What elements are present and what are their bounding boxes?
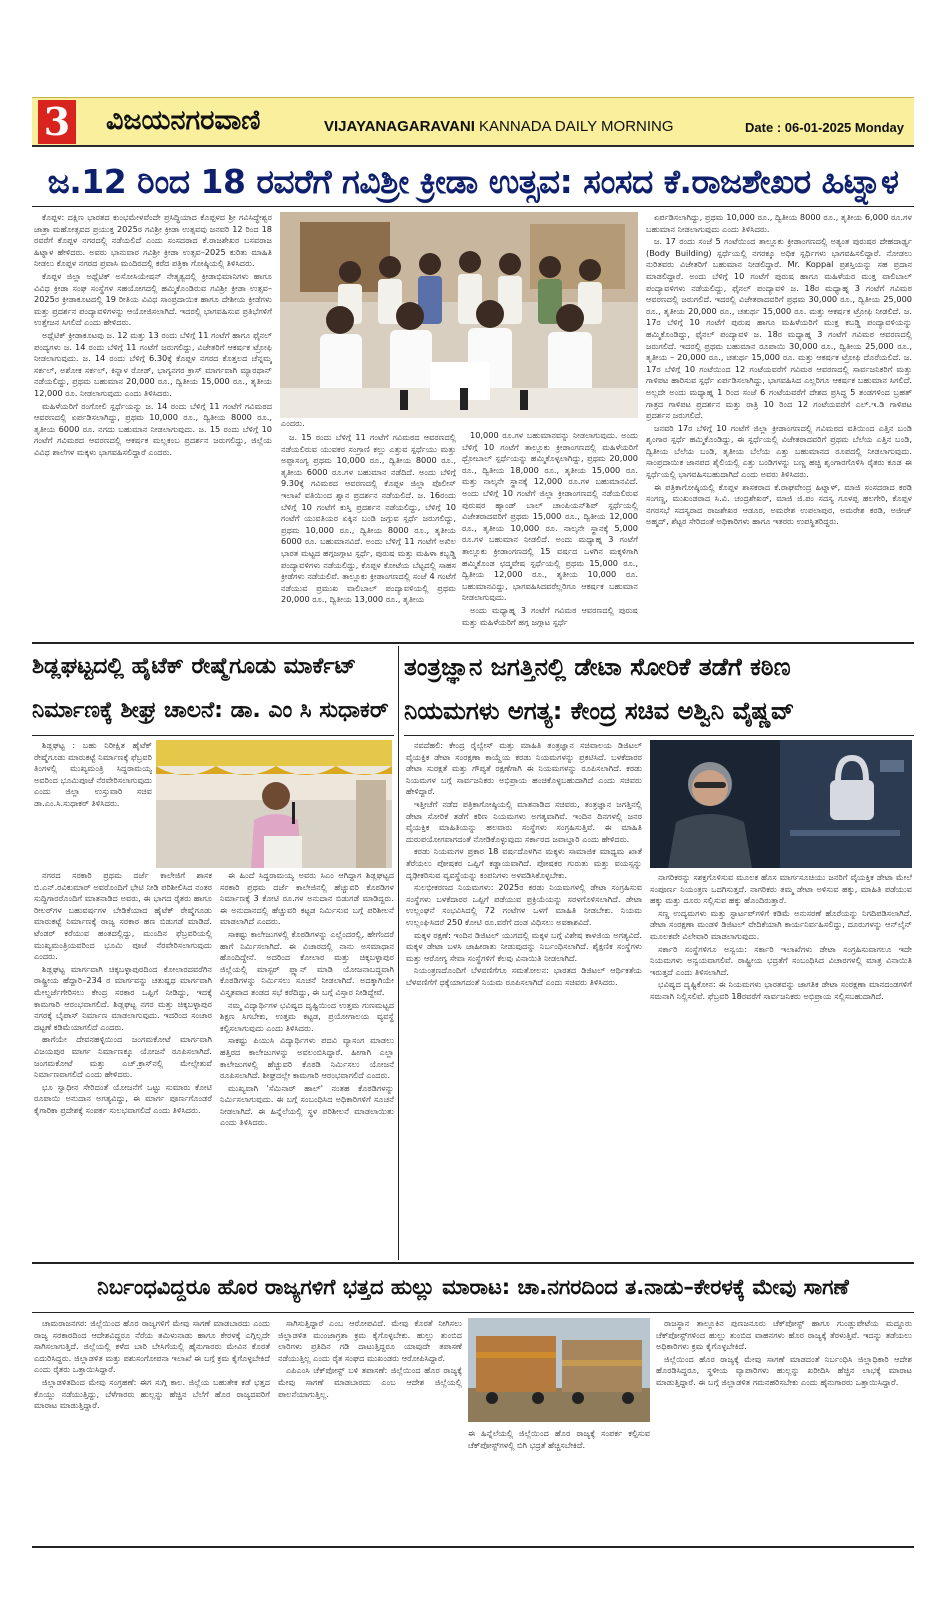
page-number: 3 (38, 100, 76, 144)
paragraph: ಸಾಕಷ್ಟು ಕಾಲೇಜುಗಳಲ್ಲಿ ಕೊಠಡಿಗಳನ್ನು ಎಲ್ಲೆಂದರಲ್ಲಿ, ಹೇಗೆಂದರೆ ಹಾಗೆ ನಿರ್ಮಿಸಲಾಗಿದೆ. ಈ ವಿಚಾರದಲ್ಲಿ ನಾನು ಅಸಮಾಧಾನ ಹೊಂದಿದ್ದೇನೆ. ಅದರಿಂದ ಕೋಲಾರ ಮತ್ತು ಚಿಕ್ಕಬಳ್ಳಾಪುರ ಜಿಲ್ಲೆಯಲ್ಲಿ ಮಾಸ್ಟರ್ ಪ್ಲ್ಯಾನ್ ಮಾಡಿ ಯೋಜನಾಬದ್ಧವಾಗಿ ಕೊಠಡಿಗಳನ್ನು ನಿರ್ಮಿಸಲು ಸೂಚನೆ ನೀಡಲಾಗಿದೆ. ಅದಕ್ಕಾಗಿಯೇ ವಿಸ್ತೃತವಾದ ತಂಡದ ಸಭೆ ಕರೆದಿದ್ದು, ಈ ಬಗ್ಗೆ ವಿಸ್ತಾರ ನೀಡಿದ್ದೇವೆ. (220, 928, 394, 997)
story1-column-4 (646, 212, 912, 640)
hay-trucks-photo (468, 1318, 650, 1422)
paragraph: ಭೂ ಸ್ವಾಧೀನ ಸೇರಿದಂತೆ ಯೋಜನೆಗೆ ಒಟ್ಟು ಸುಮಾರು ಕೋಟಿ ರೂಪಾಯಿ ಅನುದಾನ ಅಗತ್ಯವಿದ್ದು, ಈ ಮಾರ್ಗ ಪೂರ್ಣಗೊಂಡರೆ ಕೈಗಾರಿಕಾ ಪ್ರದೇಶಕ್ಕೆ ಸಂಪರ್ಕ ಸುಲಭವಾಗಲಿದೆ ಎಂದು ತಿಳಿಸಿದರು. (34, 1081, 212, 1115)
paragraph: ಅಂದು ಮಧ್ಯಾಹ್ನ 3 ಗಂಟೆಗೆ ಗವಿಮಠ ಆವರಣದಲ್ಲಿ ಪುರುಷ ಮತ್ತು ಮಹಿಳೆಯರಿಗೆ ಹಗ್ಗ ಜಗ್ಗಾಟ ಸ್ಪರ್ಧೆ (462, 604, 638, 627)
paragraph: ಅಥ್ಲೆಟಿಕ್ ಕ್ರೀಡಾಕೂಟವು ಜ. 12 ಮತ್ತು 13 ರಂದು ಬೆಳಿಗ್ಗೆ 11 ಗಂಟೆಗೆ ಹಾಗೂ ಫೈನಲ್ ಪಂದ್ಯಗಳು ಜ. 14 ರಂದು ಬೆಳಿಗ್ಗೆ 11 ಗಂಟೆಗೆ ಜರುಗಲಿದ್ದು, ವಿಜೇತರಿಗೆ ಆಕರ್ಷಕ ಟ್ರೋಫಿ ನೀಡಲಾಗುವುದು. ಜ. 14 ರಂದು ಬೆಳಿಗ್ಗೆ 6.30ಕ್ಕೆ ಕೊಪ್ಪಳ ನಗರದ ಕೊತ್ತಲದ ಚೆನ್ನಮ್ಮ ಸರ್ಕಲ್, ಅಶೋಕ ಸರ್ಕಲ್, ಕಿನ್ನಾಳ ರೋಡ್, ಭಾಗ್ಯನಗರ ಕ್ರಾಸ್ ಮಾರ್ಗವಾಗಿ ಮ್ಯಾರಥಾನ್ ನಡೆಯಲಿದ್ದು, ಪ್ರಥಮ ಬಹುಮಾನ 20,000 ರೂ., ದ್ವಿತೀಯ 15,000 ರೂ., ತೃತೀಯ 12,000 ರೂ. ನೀಡಲಾಗುವುದು ಎಂದು ತಿಳಿಸಿದರು. (34, 329, 272, 398)
data-security-photo (650, 740, 912, 868)
story4-headline: ನಿರ್ಬಂಧವಿದ್ದರೂ ಹೊರ ರಾಜ್ಯಗಳಿಗೆ ಭತ್ತದ ಹುಲ್ಲು ಮಾರಾಟ: ಚಾ.ನಗರದಿಂದ ತ.ನಾಡು–ಕೇರಳಕ್ಕೆ ಮೇವು ಸಾಗಣೆ (97, 1275, 849, 1299)
paragraph: ಇತ್ತೀಚೆಗೆ ನಡೆದ ಪತ್ರಿಕಾಗೋಷ್ಠಿಯಲ್ಲಿ ಮಾತನಾಡಿದ ಸಚಿವರು, ತಂತ್ರಜ್ಞಾನ ಜಗತ್ತಿನಲ್ಲಿ ಡೇಟಾ ಸೋರಿಕೆ ತಡೆಗೆ ಕಠಿಣ ನಿಯಮಗಳು ಅಗತ್ಯವಾಗಿವೆ. ಇಂದಿನ ದಿನಗಳಲ್ಲಿ ಜನರ ವೈಯಕ್ತಿಕ ಮಾಹಿತಿಯನ್ನು ಹಲವಾರು ಸಂಸ್ಥೆಗಳು ಸಂಗ್ರಹಿಸುತ್ತಿವೆ. ಈ ಮಾಹಿತಿ ದುರುಪಯೋಗವಾಗದಂತೆ ನೋಡಿಕೊಳ್ಳುವುದು ಸರ್ಕಾರದ ಜವಾಬ್ದಾರಿ ಎಂದು ಹೇಳಿದರು. (406, 798, 642, 844)
paragraph: ಶಿಡ್ಲಘಟ್ಟ : ಬಹು ನಿರೀಕ್ಷಿತ ಹೈಟೆಕ್ ರೇಷ್ಮೆಗೂಡು ಮಾರುಕಟ್ಟೆ ನಿರ್ಮಾಣಕ್ಕೆ ಫೆಬ್ರವರಿ ತಿಂಗಳಲ್ಲಿ ಮುಖ್ಯಮಂತ್ರಿ ಸಿದ್ದರಾಮಯ್ಯ ಅವರಿಂದ ಭೂಮಿಪೂಜೆ ನೆರವೇರಿಸಲಾಗುವುದು ಎಂದು ಜಿಲ್ಲಾ ಉಸ್ತುವಾರಿ ಸಚಿವ ಡಾ.ಎಂ.ಸಿ.ಸುಧಾಕರ್ ತಿಳಿಸಿದರು. (34, 740, 152, 808)
story3-column-2 (650, 872, 912, 1260)
story3-headline-line2: ನಿಯಮಗಳು ಅಗತ್ಯ: ಕೇಂದ್ರ ಸಚಿವ ಅಶ್ವಿನಿ ವೈಷ್ಣವ್ (404, 697, 795, 725)
paragraph: ರಾಜಸ್ಥಾನ ತಾಲ್ಲೂಕಿನ ಪುಣಜನೂರು ಚೆಕ್‌ಪೋಸ್ಟ್ ಹಾಗೂ ಗುಂಡ್ಲುಪೇಟೆಯ ಮದ್ದೂರು ಚೆಕ್‌ಪೋಸ್ಟ್‌ಗಳಿಂದ ಹುಲ್ಲು ತುಂಬಿದ ವಾಹನಗಳು ಹೊರ ರಾಜ್ಯಕ್ಕೆ ತೆರಳುತ್ತಿವೆ. ಇದನ್ನು ತಡೆಯಲು ಅಧಿಕಾರಿಗಳು ಕ್ರಮ ಕೈಗೊಳ್ಳಬೇಕಿದೆ. (656, 1318, 912, 1352)
masthead (32, 97, 914, 147)
paragraph: ಈ ಪತ್ರಿಕಾಗೋಷ್ಠಿಯಲ್ಲಿ ಕೊಪ್ಪಳ ಶಾಸಕರಾದ ಕೆ.ರಾಘವೇಂದ್ರ ಹಿಟ್ನಾಳ್, ಮಾಜಿ ಸಂಸದರಾದ ಕರಡಿ ಸಂಗಣ್ಣ, ಮುಖಂಡರಾದ ಸಿ.ವಿ. ಚಂದ್ರಶೇಖರ್, ಮಾಜಿ ಜಿ.ಪಂ ಸದಸ್ಯ ಗೂಳಪ್ಪ ಹಲಗೇರಿ, ಕೊಪ್ಪಳ ನಗರಸಭೆ ಸದಸ್ಯರಾದ ರಾಜಶೇಖರ ಆಡೂರ, ಅಮರೇಶ ಉಪಲಾಪುರ, ಅಮರೇಶ ಕರಡಿ, ಅಜೀಜ್ ಅಹ್ಮದ್, ಶೆಟ್ಟರ ಸೇರಿದಂತೆ ಅಧಿಕಾರಿಗಳು ಹಾಗೂ ಇತರರು ಉಪಸ್ಥಿತರಿದ್ದರು. (646, 481, 912, 527)
photo-caption: ಈ ಹಿನ್ನೆಲೆಯಲ್ಲಿ ಜಿಲ್ಲೆಯಿಂದ ಹೊರ ರಾಜ್ಯಕ್ಕೆ ಸಂಪರ್ಕ ಕಲ್ಪಿಸುವ ಚೆಕ್‌ಪೋಸ್ಟ್‌ಗಳಲ್ಲಿ ಬಿಗಿ ಭದ್ರತೆ ಹೆಚ್ಚಿಸಬೇಕಿದೆ. (468, 1428, 650, 1450)
paragraph: ಜ. 17 ರಂದು ಸಂಜೆ 5 ಗಂಟೆಯಿಂದ ತಾಲ್ಲೂಕು ಕ್ರೀಡಾಂಗಣದಲ್ಲಿ ಅತ್ಯಂತ ಪುರುಷರ ದೇಹದಾರ್ಢ್ಯ (Body Building) ಸ್ಪರ್ಧೆಯಲ್ಲಿ ನಗರಕ್ಕೂ ಅಧಿಕ ಸ್ಪರ್ಧಿಗಳು ಭಾಗವಹಿಸಲಿದ್ದಾರೆ. ನೋಡಲು ನುರಿತವರು ವಿಜೇತರಿಗೆ ಬಹುಮಾನ ನೀಡಲಿದ್ದಾರೆ. Mr. Koppal ಪ್ರಶಸ್ತಿಯನ್ನು ಸಹ ಪ್ರದಾನ ಮಾಡಲಿದ್ದಾರೆ. ಅಂದು ಬೆಳಿಗ್ಗೆ 10 ಗಂಟೆಗೆ ಪುರುಷ ಹಾಗೂ ಮಹಿಳೆಯರ ಮುಕ್ತ ವಾಲಿಬಾಲ್ ಪಂದ್ಯಾವಳಿಗಳು ನಡೆಯಲಿದ್ದು, ಫೈನಲ್ ಪಂದ್ಯಾವಳಿ ಜ. 18ರ ಮಧ್ಯಾಹ್ನ 3 ಗಂಟೆಗೆ ಗವಿಮಠ ಆವರಣದಲ್ಲಿ ಜರುಗಲಿದೆ. ಇದರಲ್ಲಿ ವಿಜೇತರಾದವರಿಗೆ ಪ್ರಥಮ 30,000 ರೂ., ದ್ವಿತೀಯ 25,000 ರೂ., ತೃತೀಯ 20,000 ರೂ., ಚತುರ್ಥ 15,000 ರೂ. ಮತ್ತು ಆಕರ್ಷಕ ಟ್ರೋಫಿ ನೀಡಲಿದೆ. ಜ. 17ರ ಬೆಳಿಗ್ಗೆ 10 ಗಂಟೆಗೆ ಪುರುಷ ಹಾಗೂ ಮಹಿಳೆಯರಿಗೆ ಮುಕ್ತ ಕಬಡ್ಡಿ ಪಂದ್ಯಾವಳಿಯನ್ನು ಹಮ್ಮಿಕೊಂಡಿದ್ದು, ಫೈನಲ್ ಪಂದ್ಯಾವಳಿ ಜ. 18ರ ಮಧ್ಯಾಹ್ನ 3 ಗಂಟೆಗೆ ಗವಿಮಠ ಆವರಣದಲ್ಲಿ ಜರುಗಲಿದೆ. ಇದರಲ್ಲಿ ಪ್ರಥಮ ಬಹುಮಾನ ರೂಪಾಯಿ 30,000 ರೂ., ದ್ವಿತೀಯ 25,000 ರೂ., ತೃತೀಯ – 20,000 ರೂ., ಚತುರ್ಥ 15,000 ರೂ. ಮತ್ತು ಆಕರ್ಷಕ ಟ್ರೋಫಿ ದೊರೆಯಲಿದೆ. ಜ. 17ರ ಬೆಳಿಗ್ಗೆ 10 ಗಂಟೆಯಿಂದ 12 ಗಂಟೆಯವರೆಗೆ ಗವಿಮಠ ಆವರಣದಲ್ಲಿ ಸಾರ್ವಜನಿಕರಿಗೆ ಮತ್ತು ಗಾಳಿಪಟ ಹಾರಿಸುವ ಸ್ಪರ್ಧೆ ಏರ್ಪಡಿಸಲಾಗಿದ್ದು, ಭಾಗವಹಿಸಿದ ಎಲ್ಲರಿಗೂ ಆಕರ್ಷಕ ಬಹುಮಾನ ಸಿಗಲಿದೆ. ಅಲ್ಲದೇ ಅಂದು ಮಧ್ಯಾಹ್ನ 1 ರಿಂದ ಸಂಜೆ 6 ಗಂಟೆಯವರೆಗೆ ದೇಶದ ಪ್ರಸಿದ್ಧ 5 ತಂಡಗಳಿಂದ ಬ್ರಹತ್ ಗಾತ್ರದ ಗಾಳಿಪಟ ಪ್ರದರ್ಶನ ಮತ್ತು ರಾತ್ರಿ 10 ರಿಂದ 12 ಗಂಟೆಯವರೆಗೆ ಎಲ್.ಇ.ಡಿ ಗಾಳಿಪಟ ಪ್ರದರ್ಶನ ಜರುಗಲಿದೆ. (646, 236, 912, 421)
paragraph: ನವದೆಹಲಿ: ಕೇಂದ್ರ ರೈಲ್ವೇಸ್ ಮತ್ತು ಮಾಹಿತಿ ತಂತ್ರಜ್ಞಾನ ಸಚಿವಾಲಯ ಡಿಜಿಟಲ್ ವೈಯಕ್ತಿಕ ಡೇಟಾ ಸಂರಕ್ಷಣಾ ಕಾಯ್ದೆಯ ಕರಡು ನಿಯಮಗಳನ್ನು ಪ್ರಕಟಿಸಿದೆ. ಬಳಕೆದಾರರ ಡೇಟಾ ಸುರಕ್ಷತೆ ಮತ್ತು ಗೌಪ್ಯತೆ ರಕ್ಷಣೆಗಾಗಿ ಈ ನಿಯಮಗಳನ್ನು ರೂಪಿಸಲಾಗಿದೆ. ಕರಡು ನಿಯಮಗಳ ಬಗ್ಗೆ ಸಾರ್ವಜನಿಕರು ಅಭಿಪ್ರಾಯ ಹಂಚಿಕೊಳ್ಳಬಹುದಾಗಿದೆ ಎಂದು ಸಚಿವರು ಹೇಳಿದ್ದಾರೆ. (406, 740, 642, 797)
issue-date: Date : 06-01-2025 Monday (745, 120, 904, 135)
paragraph: ಕರಡು ನಿಯಮಗಳ ಪ್ರಕಾರ 18 ವರ್ಷದೊಳಗಿನ ಮಕ್ಕಳು ಸಾಮಾಜಿಕ ಮಾಧ್ಯಮ ಖಾತೆ ತೆರೆಯಲು ಪೋಷಕರ ಒಪ್ಪಿಗೆ ಕಡ್ಡಾಯವಾಗಿದೆ. ಪೋಷಕರ ಗುರುತು ಮತ್ತು ವಯಸ್ಸನ್ನು ದೃಢೀಕರಿಸುವ ವ್ಯವಸ್ಥೆಯನ್ನು ಕಂಪನಿಗಳು ಅಳವಡಿಸಿಕೊಳ್ಳಬೇಕು. (406, 846, 642, 880)
divider (32, 1262, 914, 1264)
paragraph: ಸಾಕಷ್ಟು ಪಿಯುಸಿ ವಿದ್ಯಾರ್ಥಿಗಳು ಪದವಿ ವ್ಯಾಸಂಗ ಮಾಡಲು ಹತ್ತಿರದ ಕಾಲೇಜುಗಳನ್ನು ಅವಲಂಬಿಸಿದ್ದಾರೆ. ಹೀಗಾಗಿ ಎಲ್ಲಾ ಕಾಲೇಜುಗಳಲ್ಲಿ ಹೆಚ್ಚುವರಿ ಕೊಠಡಿ ನಿರ್ಮಿಸಲು ಯೋಜನೆ ರೂಪಿಸಲಾಗಿದೆ. ಶೀಘ್ರದಲ್ಲೇ ಕಾಮಗಾರಿ ಆರಂಭವಾಗಲಿದೆ ಎಂದರು. (220, 1035, 394, 1081)
story2-column-2 (220, 870, 394, 1260)
paragraph: 10,000 ರೂ.ಗಳ ಬಹುಮಾನವನ್ನು ನೀಡಲಾಗುವುದು. ಅಂದು ಬೆಳಿಗ್ಗೆ 10 ಗಂಟೆಗೆ ತಾಲ್ಲೂಕು ಕ್ರೀಡಾಂಗಣದಲ್ಲಿ ಮಹಿಳೆಯರಿಗೆ ಥ್ರೋಬಾಲ್ ಸ್ಪರ್ಧೆಯನ್ನು ಹಮ್ಮಿಕೊಳ್ಳಲಾಗಿದ್ದು, ಪ್ರಥಮ 20,000 ರೂ., ದ್ವಿತೀಯ 18,000 ರೂ., ತೃತೀಯ 15,000 ರೂ. ಮತ್ತು ನಾಲ್ಕನೇ ಸ್ಥಾನಕ್ಕೆ 12,000 ರೂ.ಗಳ ಬಹುಮಾನವಿದೆ. ಅಂದು ಬೆಳಿಗ್ಗೆ 10 ಗಂಟೆಗೆ ಜಿಲ್ಲಾ ಕ್ರೀಡಾಂಗಣದಲ್ಲಿ ನಡೆಯಲಿರುವ ಪುರುಷರ ಹ್ಯಾಂಡ್ ಬಾಲ್ ಚಾಂಪಿಯನ್‌ಶಿಪ್ ಸ್ಪರ್ಧೆಯಲ್ಲಿ ವಿಜೇತರಾದವರಿಗೆ ಪ್ರಥಮ 15,000 ರೂ., ದ್ವಿತೀಯ 12,000 ರೂ., ತೃತೀಯ 10,000 ರೂ. ನಾಲ್ಕನೇ ಸ್ಥಾನಕ್ಕೆ 5,000 ರೂ.ಗಳ ಬಹುಮಾನ ನೀಡಲಿದೆ. ಅಂದು ಮಧ್ಯಾಹ್ನ 3 ಗಂಟೆಗೆ ತಾಲ್ಲೂಕು ಕ್ರೀಡಾಂಗಣದಲ್ಲಿ 15 ವರ್ಷದ ಒಳಗಿನ ಮಕ್ಕಳಿಗಾಗಿ ಹಮ್ಮಿಕೊಂಡ ಛದ್ಮವೇಷ ಸ್ಪರ್ಧೆಯಲ್ಲಿ ಪ್ರಥಮ 15,000 ರೂ., ದ್ವಿತೀಯ 12,000 ರೂ., ತೃತೀಯ 10,000 ರೂ. ಬಹುಮಾನವಿದ್ದು, ಭಾಗವಹಿಸಿದವರೆಲ್ಲರಿಗೂ ಆಕರ್ಷಕ ಬಹುಮಾನ ನೀಡಲಾಗುವುದು. (462, 430, 638, 603)
column-divider (398, 646, 399, 1260)
paragraph: ಚಾಮರಾಜನಗರ: ಜಿಲ್ಲೆಯಿಂದ ಹೊರ ರಾಜ್ಯಗಳಿಗೆ ಮೇವು ಸಾಗಣೆ ಮಾಡಬಾರದು ಎಂದು ರಾಜ್ಯ ಸರಕಾರದಿಂದ ಆದೇಶವಿದ್ದರೂ ನೆರೆಯ ತಮಿಳುನಾಡು ಹಾಗೂ ಕೇರಳಕ್ಕೆ ಎಗ್ಗಿಲ್ಲದೇ ಸಾಗಿಸಲಾಗುತ್ತಿದೆ. ಜಿಲ್ಲೆಯಲ್ಲಿ ಕಳೆದ ಬಾರಿ ಬೇಸಿಗೆಯಲ್ಲಿ ಹೈನುಗಾರರು ಮೇವಿನ ಕೊರತೆ ಎದುರಿಸಿದ್ದರು. ಜಿಲ್ಲಾಡಳಿತ ಮತ್ತು ಪಶುಸಂಗೋಪನಾ ಇಲಾಖೆ ಈ ಬಗ್ಗೆ ಕ್ರಮ ಕೈಗೊಳ್ಳಬೇಕಿದೆ ಎಂದು ರೈತರು ಒತ್ತಾಯಿಸಿದ್ದಾರೆ. (34, 1318, 270, 1375)
paragraph: ಶಿಡ್ಲಘಟ್ಟ ಮಾರ್ಗವಾಗಿ ಚಿಕ್ಕಬಳ್ಳಾಪುರದಿಂದ ಕೋಲಾರದವರೆಗಿನ ರಾಷ್ಟ್ರೀಯ ಹೆದ್ದಾರಿ–234 ರ ಮಾರ್ಗವನ್ನು ಚತುಷ್ಪಥ ಮಾರ್ಗವಾಗಿ ಮೇಲ್ದರ್ಜೆಗೇರಿಸಲು ಕೇಂದ್ರ ಸರಕಾರ ಒಪ್ಪಿಗೆ ನೀಡಿದ್ದು, ಇದಕ್ಕೆ ಕಾಮಗಾರಿ ಆರಂಭವಾಗಲಿದೆ. ಶಿಡ್ಲಘಟ್ಟ ನಗರ ಮತ್ತು ಚಿಕ್ಕಬಳ್ಳಾಪುರ ನಗರಕ್ಕೆ ಬೈಪಾಸ್ ನಿರ್ಮಾಣ ಮಾಡಲಾಗುವುದು. ಇದರಿಂದ ಸಂಚಾರ ದಟ್ಟಣೆ ಕಡಿಮೆಯಾಗಲಿದೆ ಎಂದರು. (34, 963, 212, 1032)
story1-column-2 (281, 432, 456, 640)
story2-headline-line1: ಶಿಡ್ಲಘಟ್ಟದಲ್ಲಿ ಹೈಟೆಕ್ ರೇಷ್ಮೆಗೂಡು ಮಾರ್ಕೆಟ್ (32, 654, 357, 679)
paragraph: ಮಹಿಳೆಯರಿಗೆ ರಂಗೋಲಿ ಸ್ಪರ್ಧೆಯನ್ನು ಜ. 14 ರಂದು ಬೆಳಿಗ್ಗೆ 11 ಗಂಟೆಗೆ ಗವಿಮಠದ ಆವರಣದಲ್ಲಿ ಏರ್ಪಡಿಸಲಾಗಿದ್ದು, ಪ್ರಥಮ 10,000 ರೂ., ದ್ವಿತೀಯ 8000 ರೂ., ತೃತೀಯ 6000 ರೂ. ನಗದು ಬಹುಮಾನ ನೀಡಲಾಗುವುದು. ಜ. 15 ರಂದು ಬೆಳಿಗ್ಗೆ 10 ಗಂಟೆಗೆ ಗವಿಮಠದ ಆವರಣದಲ್ಲಿ ಆಕರ್ಷಕ ಮಲ್ಲಕಂಬ ಪ್ರದರ್ಶನ ಜರುಗಲಿದ್ದು, ಜಿಲ್ಲೆಯ ವಿವಿಧ ಶಾಲೆಗಳ ಮಕ್ಕಳು ಭಾಗವಹಿಸಲಿದ್ದಾರೆ ಎಂದರು. (34, 400, 272, 457)
paragraph: ನಿಯಂತ್ರಣದೊಂದಿಗೆ ಬೆಳವಣಿಗೆಗೂ ಸಮತೋಲನ: ಭಾರತದ ಡಿಜಿಟಲ್ ಆರ್ಥಿಕತೆಯ ಬೆಳವಣಿಗೆಗೆ ಧಕ್ಕೆಯಾಗದಂತೆ ನಿಯಮ ರೂಪಿಸಲಾಗಿದೆ ಎಂದು ಸಚಿವರು ತಿಳಿಸಿದರು. (406, 965, 642, 987)
paragraph: ಸಾಗಿಸುತ್ತಿದ್ದಾರೆ ಎಂಬ ಆರೋಪವಿದೆ. ಮೇವು ಕೊರತೆ ನೀಗಿಸಲು ಜಿಲ್ಲಾಡಳಿತ ಮುಂಜಾಗ್ರತಾ ಕ್ರಮ ಕೈಗೊಳ್ಳಬೇಕು. ಹುಲ್ಲು ತುಂಬಿದ ಲಾರಿಗಳು ಪ್ರತಿದಿನ ಗಡಿ ದಾಟುತ್ತಿದ್ದರೂ ಯಾವುದೇ ತಪಾಸಣೆ ನಡೆಯುತ್ತಿಲ್ಲ ಎಂದು ರೈತ ಸಂಘದ ಮುಖಂಡರು ಆರೋಪಿಸಿದ್ದಾರೆ. (278, 1318, 462, 1363)
story2-headline-line2: ನಿರ್ಮಾಣಕ್ಕೆ ಶೀಘ್ರ ಚಾಲನೆ: ಡಾ. ಎಂ ಸಿ ಸುಧಾಕರ್ (32, 698, 389, 723)
paragraph: ಭವಿಷ್ಯದ ದೃಷ್ಟಿಕೋನ: ಈ ನಿಯಮಗಳು ಭಾರತವನ್ನು ಜಾಗತಿಕ ಡೇಟಾ ಸಂರಕ್ಷಣಾ ಮಾನದಂಡಗಳಿಗೆ ಸಮನಾಗಿ ನಿಲ್ಲಿಸಲಿವೆ. ಫೆಬ್ರವರಿ 18ರವರೆಗೆ ಸಾರ್ವಜನಿಕರು ಅಭಿಪ್ರಾಯ ಸಲ್ಲಿಸಬಹುದಾಗಿದೆ. (650, 979, 912, 1001)
paragraph: ನಮ್ಮ ವಿದ್ಯಾರ್ಥಿಗಳ ಭವಿಷ್ಯದ ದೃಷ್ಟಿಯಿಂದ ಉತ್ತಮ ಗುಣಮಟ್ಟದ ಶಿಕ್ಷಣ ಸಿಗಬೇಕು, ಉತ್ತಮ ಕಟ್ಟಡ, ಪ್ರಯೋಗಾಲಯ ವ್ಯವಸ್ಥೆ ಕಲ್ಪಿಸಲಾಗುವುದು ಎಂದು ತಿಳಿಸಿದರು. (220, 999, 394, 1033)
paragraph: ನಾಗರಿಕರನ್ನು ಸಶಕ್ತಗೊಳಿಸುವ ಮೂಲಕ ಹೊಸ ಮಾರ್ಗಸೂಚಿಯು ಜನರಿಗೆ ವೈಯಕ್ತಿಕ ಡೇಟಾ ಮೇಲೆ ಸಂಪೂರ್ಣ ನಿಯಂತ್ರಣ ಒದಗಿಸುತ್ತದೆ. ನಾಗರಿಕರು ತಮ್ಮ ಡೇಟಾ ಅಳಿಸುವ ಹಕ್ಕು, ಮಾಹಿತಿ ಪಡೆಯುವ ಹಕ್ಕು ಮತ್ತು ದೂರು ಸಲ್ಲಿಸುವ ಹಕ್ಕು ಹೊಂದಿರುತ್ತಾರೆ. (650, 872, 912, 906)
paragraph: ಜ. 15 ರಂದು ಬೆಳಿಗ್ಗೆ 11 ಗಂಟೆಗೆ ಗವಿಮಠದ ಆವರಣದಲ್ಲಿ ನಡೆಯಲಿರುವ ಯುವಕರ ಸಂಗ್ರಾಣಿ ಕಲ್ಲು ಎತ್ತುವ ಸ್ಪರ್ಧೆಯು ಮತ್ತು ಅಪ್ಪಾಸಂಗ್ಯ ಪ್ರಥಮ 10,000 ರೂ., ದ್ವಿತೀಯ 8000 ರೂ., ತೃತೀಯ 6000 ರೂ.ಗಳ ಬಹುಮಾನ ನಡೆದಿದೆ. ಅಂದು ಬೆಳಿಗ್ಗೆ 9.30ಕ್ಕೆ ಗವಿಮಠದ ಆವರಣದಲ್ಲಿ ಕೊಪ್ಪಳ ಜಿಲ್ಲಾ ಪೊಲೀಸ್ ಇಲಾಖೆ ವತಿಯಿಂದ ಶ್ವಾನ ಪ್ರದರ್ಶನ ನಡೆಯಲಿದೆ. ಜ. 16ರಂದು ಬೆಳಿಗ್ಗೆ 10 ಗಂಟೆಗೆ ಕುಸ್ತಿ ಪ್ರದರ್ಶನ ನಡೆಯಲಿದ್ದು, ಬೆಳಿಗ್ಗೆ 10 ಗಂಟೆಗೆ ಯುವತಿಯರ ಏಕ್ಕಿನ ಬಂಡಿ ಜಗ್ಗುವ ಸ್ಪರ್ಧೆ ಜರುಗಲಿದ್ದು, ಪ್ರಥಮ 10,000 ರೂ., ದ್ವಿತೀಯ 8000 ರೂ., ತೃತೀಯ 6000 ರೂ. ಬಹುಮಾನವಿದೆ. ಅಂದು ಬೆಳಿಗ್ಗೆ 11 ಗಂಟೆಗೆ ಅಖಿಲ ಭಾರತ ಮಟ್ಟದ ಹಗ್ಗಜಗ್ಗಾಟ ಸ್ಪರ್ಧೆ, ಪುರುಷ ಮತ್ತು ಮಹಿಳಾ ಕಬ್ಬಡ್ಡಿ ಪಂದ್ಯಾವಳಿಗಳು ನಡೆಯಲಿದ್ದು, ಕೊಪ್ಪಳ ಕೋಟೆಯ ಬೆಟ್ಟದಲ್ಲಿ ಸಾಹಸ ಕ್ರೀಡೆಗಳು ನಡೆಯಲಿವೆ. ತಾಲ್ಲೂಕು ಕ್ರೀಡಾಂಗಣದಲ್ಲಿ ಸಂಜೆ 4 ಗಂಟೆಗೆ ನಡೆಯುವ ಪ್ರಮುಖ ವಾಲಿಬಾಲ್ ಪಂದ್ಯಾವಳಿಯಲ್ಲಿ ಪ್ರಥಮ 20,000 ರೂ., ದ್ವಿತೀಯ 13,000 ರೂ., ತೃತೀಯ (281, 432, 456, 605)
story2-column-1 (34, 870, 212, 1260)
divider (32, 642, 914, 644)
paragraph: ಕೊಪ್ಪಳ: ದಕ್ಷಿಣ ಭಾರತದ ಕುಂಭಮೇಳವೆಂದೇ ಪ್ರಸಿದ್ಧಿಯಾದ ಕೊಪ್ಪಳದ ಶ್ರೀ ಗವಿಸಿದ್ಧೇಶ್ವರ ಜಾತ್ರಾ ಮಹೋತ್ಸವದ ಪ್ರಯುಕ್ತ 2025ರ ಗವಿಶ್ರೀ ಕ್ರೀಡಾ ಉತ್ಸವವು ಜನವರಿ 12 ರಿಂದ 18 ರವರೆಗೆ ಕೊಪ್ಪಳ ನಗರದಲ್ಲಿ ನಡೆಯಲಿದೆ ಎಂದು ಸಂಸದರಾದ ಕೆ.ರಾಜಶೇಖರ ಬಸವರಾಜ ಹಿಟ್ನಾಳ ಹೇಳಿದರು. ಅವರು ಭಾನುವಾರ ಗವಿಶ್ರೀ ಕ್ರೀಡಾ ಉತ್ಸವ–2025 ಕುರಿತು ಮಾಹಿತಿ ನೀಡಲು ಕೊಪ್ಪಳ ನಗರದ ಪ್ರವಾಸಿ ಮಂದಿರದಲ್ಲಿ ಕರೆದ ಪತ್ರಿಕಾ ಗೋಷ್ಠಿಯಲ್ಲಿ ತಿಳಿಸಿದರು. (34, 212, 272, 269)
divider (404, 735, 914, 736)
paragraph: ಜಿಲ್ಲಾಡಳಿತದಿಂದ ಮೇವು ಸಂಗ್ರಹಣೆ: ಈಗ ಸುಗ್ಗಿ ಕಾಲ. ಜಿಲ್ಲೆಯ ಬಹುತೇಕ ಕಡೆ ಭತ್ತದ ಕೊಯ್ಲು ನಡೆಯುತ್ತಿದ್ದು, ಬೆಳೆಗಾರರು ಹುಲ್ಲನ್ನು ಹೆಚ್ಚಿನ ಬೆಲೆಗೆ ಹೊರ ರಾಜ್ಯದವರಿಗೆ ಮಾರಾಟ ಮಾಡುತ್ತಿದ್ದಾರೆ. (34, 1376, 270, 1411)
paragraph: ಸರ್ಕಾರಿ ಸಂಸ್ಥೆಗಳಿಗೂ ಅನ್ವಯ: ಸರ್ಕಾರಿ ಇಲಾಖೆಗಳು ಡೇಟಾ ಸಂಗ್ರಹಿಸುವಾಗಲೂ ಇದೇ ನಿಯಮಗಳು ಅನ್ವಯವಾಗಲಿವೆ. ರಾಷ್ಟ್ರೀಯ ಭದ್ರತೆಗೆ ಸಂಬಂಧಿಸಿದ ವಿಚಾರಗಳಲ್ಲಿ ಮಾತ್ರ ವಿನಾಯಿತಿ ಇರುತ್ತದೆ ಎಂದು ತಿಳಿಸಲಾಗಿದೆ. (650, 943, 912, 977)
minister-speaking-photo (156, 740, 392, 868)
paragraph: ಏರ್ಪಡಿಸಲಾಗಿದ್ದು, ಪ್ರಥಮ 10,000 ರೂ., ದ್ವಿತೀಯ 8000 ರೂ., ತೃತೀಯ 6,000 ರೂ.ಗಳ ಬಹುಮಾನ ನೀಡಲಾಗುವುದು ಎಂದು ತಿಳಿಸಿದರು. (646, 212, 912, 234)
story3-column-1 (406, 740, 642, 1260)
press-meet-photo (280, 212, 638, 418)
paragraph: ಮಕ್ಕಳ ರಕ್ಷಣೆ: ಇಂದಿನ ಡಿಜಿಟಲ್ ಯುಗದಲ್ಲಿ ಮಕ್ಕಳ ಬಗ್ಗೆ ವಿಶೇಷ ಕಾಳಜಿಯ ಅಗತ್ಯವಿದೆ. ಮಕ್ಕಳ ಡೇಟಾ ಬಳಸಿ ಜಾಹೀರಾತು ನೀಡುವುದನ್ನು ನಿರ್ಬಂಧಿಸಲಾಗಿದೆ. ಶೈಕ್ಷಣಿಕ ಸಂಸ್ಥೆಗಳು ಮತ್ತು ಆರೋಗ್ಯ ಸೇವಾ ಸಂಸ್ಥೆಗಳಿಗೆ ಕೆಲವು ವಿನಾಯಿತಿ ನೀಡಲಾಗಿದೆ. (406, 929, 642, 963)
divider (32, 735, 394, 736)
story2-lead (34, 740, 152, 866)
story1-column-3 (462, 430, 638, 640)
story1-column-1 (34, 212, 272, 640)
divider (32, 206, 914, 207)
paragraph: ಜಿಲ್ಲೆಯಿಂದ ಹೊರ ರಾಜ್ಯಕ್ಕೆ ಮೇವು ಸಾಗಣೆ ಮಾಡದಂತೆ ನಿರ್ಬಂಧಿಸಿ ಜಿಲ್ಲಾಧಿಕಾರಿ ಆದೇಶ ಹೊರಡಿಸಿದ್ದರೂ, ಸ್ಥಳೀಯ ವ್ಯಾಪಾರಿಗಳು ಹುಲ್ಲನ್ನು ಖರೀದಿಸಿ ಹೆಚ್ಚಿನ ಲಾಭಕ್ಕೆ ಮಾರಾಟ ಮಾಡುತ್ತಿದ್ದಾರೆ. ಈ ಬಗ್ಗೆ ಜಿಲ್ಲಾಡಳಿತ ಗಮನಹರಿಸಬೇಕು ಎಂದು ಹೈನುಗಾರರು ಒತ್ತಾಯಿಸಿದ್ದಾರೆ. (656, 1353, 912, 1387)
paragraph: ನಗರದ ಸರಕಾರಿ ಪ್ರಥಮ ದರ್ಜೆ ಕಾಲೇಜಿಗೆ ಶಾಸಕ ಬಿ.ಎನ್.ರವಿಕುಮಾರ್ ಅವರೊಂದಿಗೆ ಭೇಟಿ ನೀಡಿ ಪರಿಶೀಲಿಸಿದ ನಂತರ ಸುದ್ದಿಗಾರರೊಂದಿಗೆ ಮಾತನಾಡಿದ ಅವರು, ಈ ಭಾಗದ ರೈತರು ಹಾಗೂ ರೀಲರ್‌ಗಳ ಬಹುವರ್ಷಗಳ ಬೇಡಿಕೆಯಾದ ಹೈಟೆಕ್ ರೇಷ್ಮೆಗೂಡು ಮಾರುಕಟ್ಟೆ ನಿರ್ಮಾಣಕ್ಕೆ ರಾಜ್ಯ ಸರಕಾರ ಹಣ ಬಿಡುಗಡೆ ಮಾಡಿದೆ. ಟೆಂಡರ್ ಕರೆಯುವ ಹಂತದಲ್ಲಿದ್ದು, ಮುಂದಿನ ಫೆಬ್ರವರಿಯಲ್ಲಿ ಮುಖ್ಯಮಂತ್ರಿಯವರಿಂದ ಭೂಮಿ ಪೂಜೆ ನೆರವೇರಿಸಲಾಗುವುದು ಎಂದರು. (34, 870, 212, 962)
story1-column-2-lead: ಎಂದರು. (281, 418, 305, 428)
paragraph: ಮುಖ್ಯವಾಗಿ 'ಸೆಮಿನಾರ್ ಹಾಲ್' ನಂತಹ ಕೊಠಡಿಗಳನ್ನು ನಿರ್ಮಿಸಲಾಗುವುದು. ಈ ಬಗ್ಗೆ ಸಂಬಂಧಿಸಿದ ಅಧಿಕಾರಿಗಳಿಗೆ ಸೂಚನೆ ನೀಡಲಾಗಿದೆ. ಈ ಹಿನ್ನೆಲೆಯಲ್ಲಿ ಸ್ಥಳ ಪರಿಶೀಲನೆ ಮಾಡಲಾಯಿತು ಎಂದು ತಿಳಿಸಿದರು. (220, 1082, 394, 1128)
paragraph: ಕೊಪ್ಪಳ ಜಿಲ್ಲಾ ಅಥ್ಲೆಟಿಕ್ ಅಸೋಸಿಯೇಷನ್ ನೇತೃತ್ವದಲ್ಲಿ ಕ್ರೀಡಾಭಿಮಾನಿಗಳು ಹಾಗೂ ವಿವಿಧ ಕ್ರೀಡಾ ಸಂಘ ಸಂಸ್ಥೆಗಳ ಸಹಯೋಗದಲ್ಲಿ ಹಮ್ಮಿಕೊಂಡಿರುವ ಗವಿಶ್ರೀ ಕ್ರೀಡಾ ಉತ್ಸವ–2025ರ ಕ್ರೀಡಾಕೂಟದಲ್ಲಿ 19 ರೀತಿಯ ವಿವಿಧ ಸಾಂಪ್ರದಾಯಿಕ ಹಾಗೂ ದೇಶೀಯ ಕ್ರೀಡೆಗಳು ಮತ್ತು ಪ್ರದರ್ಶನ ಪಂದ್ಯಾವಳಿಗಳನ್ನು ಆಯೋಜಿಸಲಾಗಿದೆ. ಇದರಲ್ಲಿ ಭಾಗವಹಿಸುವ ಪ್ರತಿಭೆಗಳಿಗೆ ಉತ್ತೇಜನ ಸಿಗಲಿದೆ ಎಂದು ಹೇಳಿದರು. (34, 270, 272, 328)
newspaper-title-english: VIJAYANAGARAVANI KANNADA DAILY MORNING (324, 118, 674, 135)
paragraph: ಜನವರಿ 17ರ ಬೆಳಿಗ್ಗೆ 10 ಗಂಟೆಗೆ ಜಿಲ್ಲಾ ಕ್ರೀಡಾಂಗಣದಲ್ಲಿ ಗವಿಮಠದ ವತಿಯಿಂದ ಎತ್ತಿನ ಬಂಡಿ ಶೃಂಗಾರ ಸ್ಪರ್ಧೆ ಹಮ್ಮಿಕೊಂಡಿದ್ದು, ಈ ಸ್ಪರ್ಧೆಯಲ್ಲಿ ವಿಜೇತರಾದವರಿಗೆ ಪ್ರಥಮ ಬೆಲೆಯ ಎತ್ತಿನ ಬಂಡಿ, ದ್ವಿತೀಯ ಬೆಲೆಯ ಬಂಡಿ, ತೃತೀಯ ಬೆಲೆಯ ಎತ್ತು ಬಹುಮಾನದ ರೂಪದಲ್ಲಿ ನೀಡಲಾಗುವುದು. ಸಾಂಪ್ರದಾಯಿಕ ಜಾನಪದ ಶೈಲಿಯಲ್ಲಿ ಎತ್ತು ಬಂಡಿಗಳನ್ನು ಬಣ್ಣ ಹಚ್ಚಿ ಶೃಂಗಾರಗೊಳಿಸಿ ರೈತರು ಕೂಡ ಈ ಸ್ಪರ್ಧೆಯಲ್ಲಿ ಭಾಗವಹಿಸಬಹುದಾಗಿದೆ ಎಂದು ಅವರು ತಿಳಿಸಿದರು. (646, 422, 912, 480)
divider (32, 1312, 914, 1313)
paragraph: ಈ ಹಿಂದೆ ಸಿದ್ದರಾಮಯ್ಯ ಅವರು ಸಿಎಂ ಆಗಿದ್ದಾಗ ಶಿಡ್ಲಘಟ್ಟದ ಸರಕಾರಿ ಪ್ರಥಮ ದರ್ಜೆ ಕಾಲೇಜಿನಲ್ಲಿ ಹೆಚ್ಚುವರಿ ಕೊಠಡಿಗಳ ನಿರ್ಮಾಣಕ್ಕೆ 3 ಕೋಟಿ ರೂ.ಗಳ ಅನುದಾನ ಬಿಡುಗಡೆ ಮಾಡಿದ್ದರು. ಈ ಅನುದಾನದಲ್ಲಿ ಹೆಚ್ಚುವರಿ ಕಟ್ಟಡ ನಿರ್ಮಿಸುವ ಬಗ್ಗೆ ಪರಿಶೀಲನೆ ಮಾಡಲಾಗಿದೆ ಎಂದರು. (220, 870, 394, 927)
story1-headline: ಜ.12 ರಿಂದ 18 ರವರೆಗೆ ಗವಿಶ್ರೀ ಕ್ರೀಡಾ ಉತ್ಸವ: ಸಂಸದ ಕೆ.ರಾಜಶೇಖರ ಹಿಟ್ನಾಳ (47, 162, 899, 201)
story4-column-3 (656, 1318, 912, 1542)
divider (32, 1546, 914, 1548)
story4-column-2 (278, 1318, 462, 1542)
newspaper-title-kannada: ವಿಜಯನಗರವಾಣಿ (106, 105, 261, 136)
paragraph: ಹಾಗೆಯೇ ದೇವನಹಳ್ಳಿಯಿಂದ ಜಂಗಮಕೋಟೆ ಮಾರ್ಗವಾಗಿ ವಿಜಯಪುರ ಮಾರ್ಗ ನಿರ್ಮಾಣಕ್ಕೂ ಯೋಜನೆ ರೂಪಿಸಲಾಗಿದೆ. ಜಂಗಮಕೋಟೆ ಮತ್ತು ಎಚ್.ಕ್ರಾಸ್‌ನಲ್ಲಿ ಮೇಲ್ಸೇತುವೆ ನಿರ್ಮಾಣವಾಗಲಿದೆ ಎಂದು ಹೇಳಿದರು. (34, 1034, 212, 1080)
paragraph: ಸಣ್ಣ ಉದ್ಯಮಗಳು ಮತ್ತು ಸ್ಟಾರ್ಟಪ್‌ಗಳಿಗೆ ಕಡಿಮೆ ಅನುಸರಣೆ ಹೊರೆಯನ್ನು ನಿಗದಿಪಡಿಸಲಾಗಿದೆ. ಡೇಟಾ ಸಂರಕ್ಷಣಾ ಮಂಡಳಿ ಡಿಜಿಟಲ್ ವೇದಿಕೆಯಾಗಿ ಕಾರ್ಯನಿರ್ವಹಿಸಲಿದ್ದು, ದೂರುಗಳನ್ನು ಆನ್‌ಲೈನ್ ಮೂಲಕವೇ ವಿಲೇವಾರಿ ಮಾಡಲಾಗುವುದು. (650, 907, 912, 941)
paragraph: ಎಪಿಎಂಸಿ ಚೆಕ್‌ಪೋಸ್ಟ್ ಬಳಿ ತಪಾಸಣೆ: ಜಿಲ್ಲೆಯಿಂದ ಹೊರ ರಾಜ್ಯಕ್ಕೆ ಮೇವು ಸಾಗಣೆ ಮಾಡಬಾರದು ಎಂಬ ಆದೇಶ ಜಿಲ್ಲೆಯಲ್ಲಿ ಪಾಲನೆಯಾಗುತ್ತಿಲ್ಲ. (278, 1365, 462, 1399)
story4-column-1 (34, 1318, 270, 1542)
paragraph: ಸುಲಭೀಕರಣದ ನಿಯಮಗಳು: 2025ರ ಕರಡು ನಿಯಮಗಳಲ್ಲಿ ಡೇಟಾ ಸಂಗ್ರಹಿಸುವ ಸಂಸ್ಥೆಗಳು ಬಳಕೆದಾರರ ಒಪ್ಪಿಗೆ ಪಡೆಯುವ ಪ್ರಕ್ರಿಯೆಯನ್ನು ಸರಳಗೊಳಿಸಲಾಗಿದೆ. ಡೇಟಾ ಉಲ್ಲಂಘನೆ ಸಂಭವಿಸಿದಲ್ಲಿ 72 ಗಂಟೆಗಳ ಒಳಗೆ ಮಾಹಿತಿ ನೀಡಬೇಕು. ನಿಯಮ ಉಲ್ಲಂಘಿಸಿದರೆ 250 ಕೋಟಿ ರೂ.ವರೆಗೆ ದಂಡ ವಿಧಿಸಲು ಅವಕಾಶವಿದೆ. (406, 882, 642, 927)
story3-headline-line1: ತಂತ್ರಜ್ಞಾನ ಜಗತ್ತಿನಲ್ಲಿ ಡೇಟಾ ಸೋರಿಕೆ ತಡೆಗೆ ಕಠಿಣ (404, 653, 791, 681)
